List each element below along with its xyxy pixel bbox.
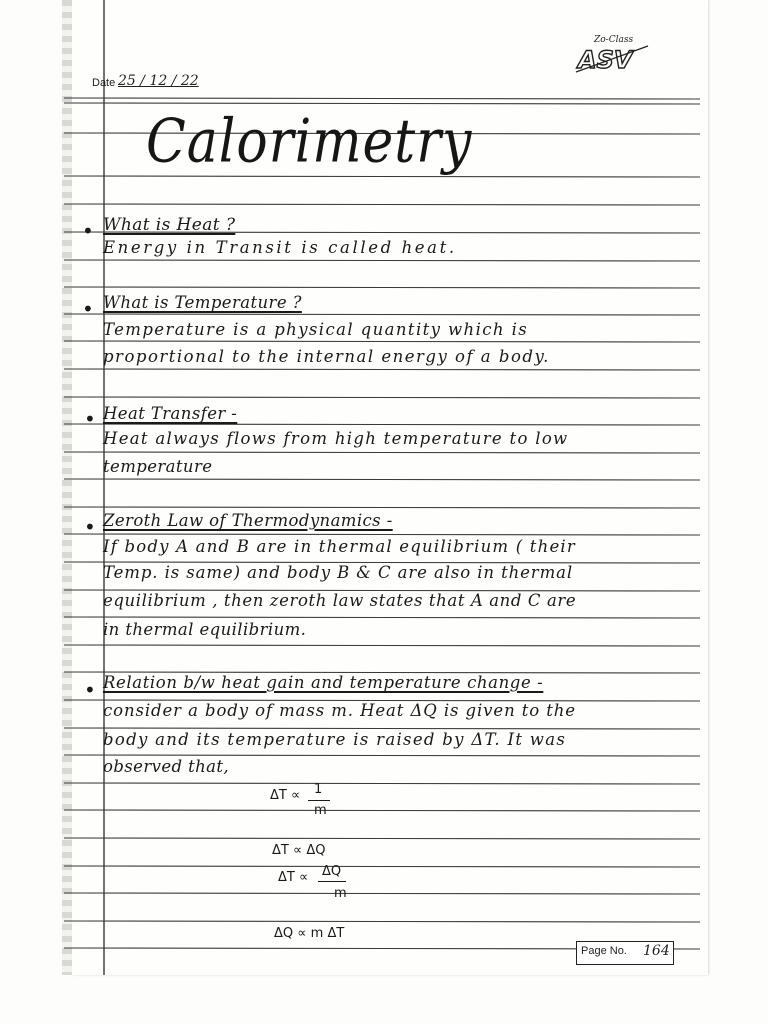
page-title: Calorimetry (146, 107, 473, 177)
formula-numerator: 1 (314, 782, 323, 797)
bullet-dot: • (82, 219, 94, 243)
section-text-heat-transfer-1: Heat always flows from high temperature to low (103, 429, 569, 448)
formula-delta-t-delta-q: ΔT ∝ ΔQ (272, 843, 326, 858)
section-text-zeroth-law-2: Temp. is same) and body B & C are also in thermal (103, 563, 574, 582)
bullet-dot: • (84, 407, 96, 431)
ruled-line (64, 260, 700, 261)
logo-text: Zo-Class (594, 35, 634, 45)
ruled-line (64, 893, 700, 894)
bullet-dot: • (84, 515, 96, 539)
section-text-relation-3: observed that, (103, 757, 230, 776)
section-heading-relation: Relation b/w heat gain and temperature change - (103, 673, 544, 692)
ruled-line (64, 866, 700, 867)
section-text-temperature-2: proportional to the internal energy of a body. (103, 347, 550, 366)
ruled-line (64, 369, 700, 370)
formula-lhs: ΔT ∝ (278, 870, 309, 885)
section-text-heat-1: Energy in Transit is called heat. (103, 238, 457, 257)
ruled-line (64, 103, 700, 104)
bullet-dot: • (82, 297, 94, 321)
ruled-line (64, 755, 700, 756)
ruled-line (64, 783, 700, 784)
ruled-line (64, 452, 700, 453)
fraction-bar (308, 800, 330, 801)
section-heading-temperature: What is Temperature ? (103, 293, 302, 312)
ruled-line (64, 479, 700, 480)
ruled-line (64, 507, 700, 508)
ruled-line (64, 838, 700, 839)
section-text-zeroth-law-1: If body A and B are in thermal equilibrium ( their (103, 537, 576, 556)
formula-numerator: ΔQ (322, 864, 342, 879)
section-text-zeroth-law-4: in thermal equilibrium. (103, 620, 307, 639)
section-text-relation-2: body and its temperature is raised by ΔT. It was (103, 730, 567, 749)
formula-denominator: m (314, 803, 327, 818)
ruled-line (64, 424, 700, 425)
formula-lhs: ΔT ∝ (270, 788, 301, 803)
page-number-box (576, 941, 674, 965)
formula-delta-q-m-delta-t: ΔQ ∝ m ΔT (274, 926, 345, 941)
ruled-line (64, 534, 700, 535)
formula-denominator: m (334, 886, 347, 901)
logo-mark: ASV (578, 46, 633, 74)
fraction-bar (318, 881, 346, 882)
ruled-line (64, 98, 700, 99)
section-heading-heat: What is Heat ? (103, 215, 236, 235)
section-heading-heat-transfer: Heat Transfer - (103, 404, 238, 423)
ruled-line (64, 810, 700, 811)
ruled-line (64, 314, 700, 315)
ruled-line (64, 728, 700, 729)
ruled-line (64, 645, 700, 646)
brand-logo (574, 30, 654, 80)
ruled-line (64, 617, 700, 618)
bullet-dot: • (84, 678, 96, 702)
ruled-line (64, 287, 700, 288)
ruled-line (64, 204, 700, 205)
date-label: Date (92, 77, 116, 89)
ruled-line (64, 397, 700, 398)
date-value: 25 / 12 / 22 (118, 73, 199, 89)
section-text-temperature-1: Temperature is a physical quantity which is (103, 320, 529, 339)
ruled-line (64, 341, 700, 342)
section-text-zeroth-law-3: equilibrium , then zeroth law states that A and C are (103, 591, 577, 610)
section-text-heat-transfer-2: temperature (103, 457, 213, 476)
section-text-relation-1: consider a body of mass m. Heat ΔQ is given to the (103, 701, 576, 720)
section-heading-zeroth-law: Zeroth Law of Thermodynamics - (103, 511, 393, 530)
page-number-value: 164 (643, 943, 670, 959)
page-number-label: Page No. (581, 945, 627, 957)
ruled-line (64, 921, 700, 922)
